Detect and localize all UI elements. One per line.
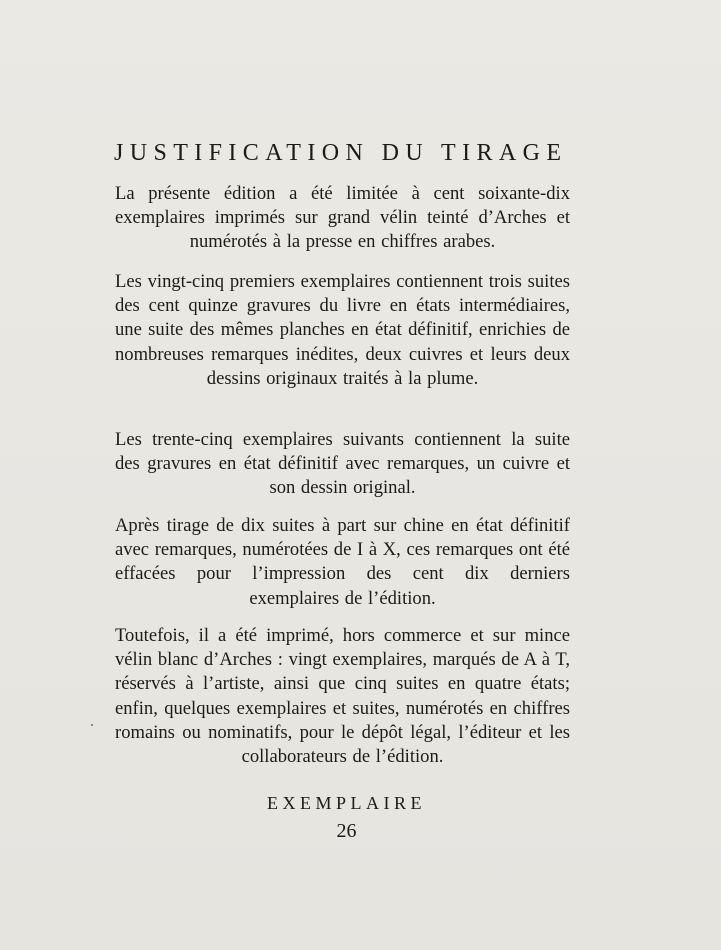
page-title: JUSTIFICATION DU TIRAGE [114, 140, 568, 166]
paragraph-hors-commerce: Toutefois, il a été imprimé, hors commerce et sur mince vélin blanc d’Arches : vingt exemplaires, marqués de A à T, réservés à l’artiste, ainsi que cinq suites en quatre états; enfin, quelques exemplaires et suites, numérotés en chiffres romains ou nominatifs, pour le dépôt légal, l’éditeur et les collaborateurs de l’édition. [115, 625, 570, 768]
paragraph-edition-limit: La présente édition a été limitée à cent soixante-dix exemplaires imprimés sur grand vélin teinté d’Arches et numérotés à la presse en chiffres arabes. [115, 183, 570, 253]
paper-speck [91, 724, 93, 726]
exemplaire-label: EXEMPLAIRE [267, 793, 426, 813]
paragraph-chine-suites: Après tirage de dix suites à part sur chine en état définitif avec remarques, numérotées de I à X, ces remarques ont été effacées pour l’impression des cent dix derniers exemplaires de l’édition. [115, 515, 571, 609]
exemplaire-number: 26 [336, 820, 357, 842]
paragraph-first-copies: Les vingt-cinq premiers exemplaires contiennent trois suites des cent quinze gravures du livre en états intermédiaires, une suite des mêmes planches en état définitif, enrichies de nombreuses remarques inédites, deux cuivres et leurs deux dessins originaux traités à la plume. [115, 271, 570, 389]
paragraph-following-copies: Les trente-cinq exemplaires suivants contiennent la suite des gravures en état définitif avec remarques, un cuivre et son dessin original. [115, 429, 570, 499]
